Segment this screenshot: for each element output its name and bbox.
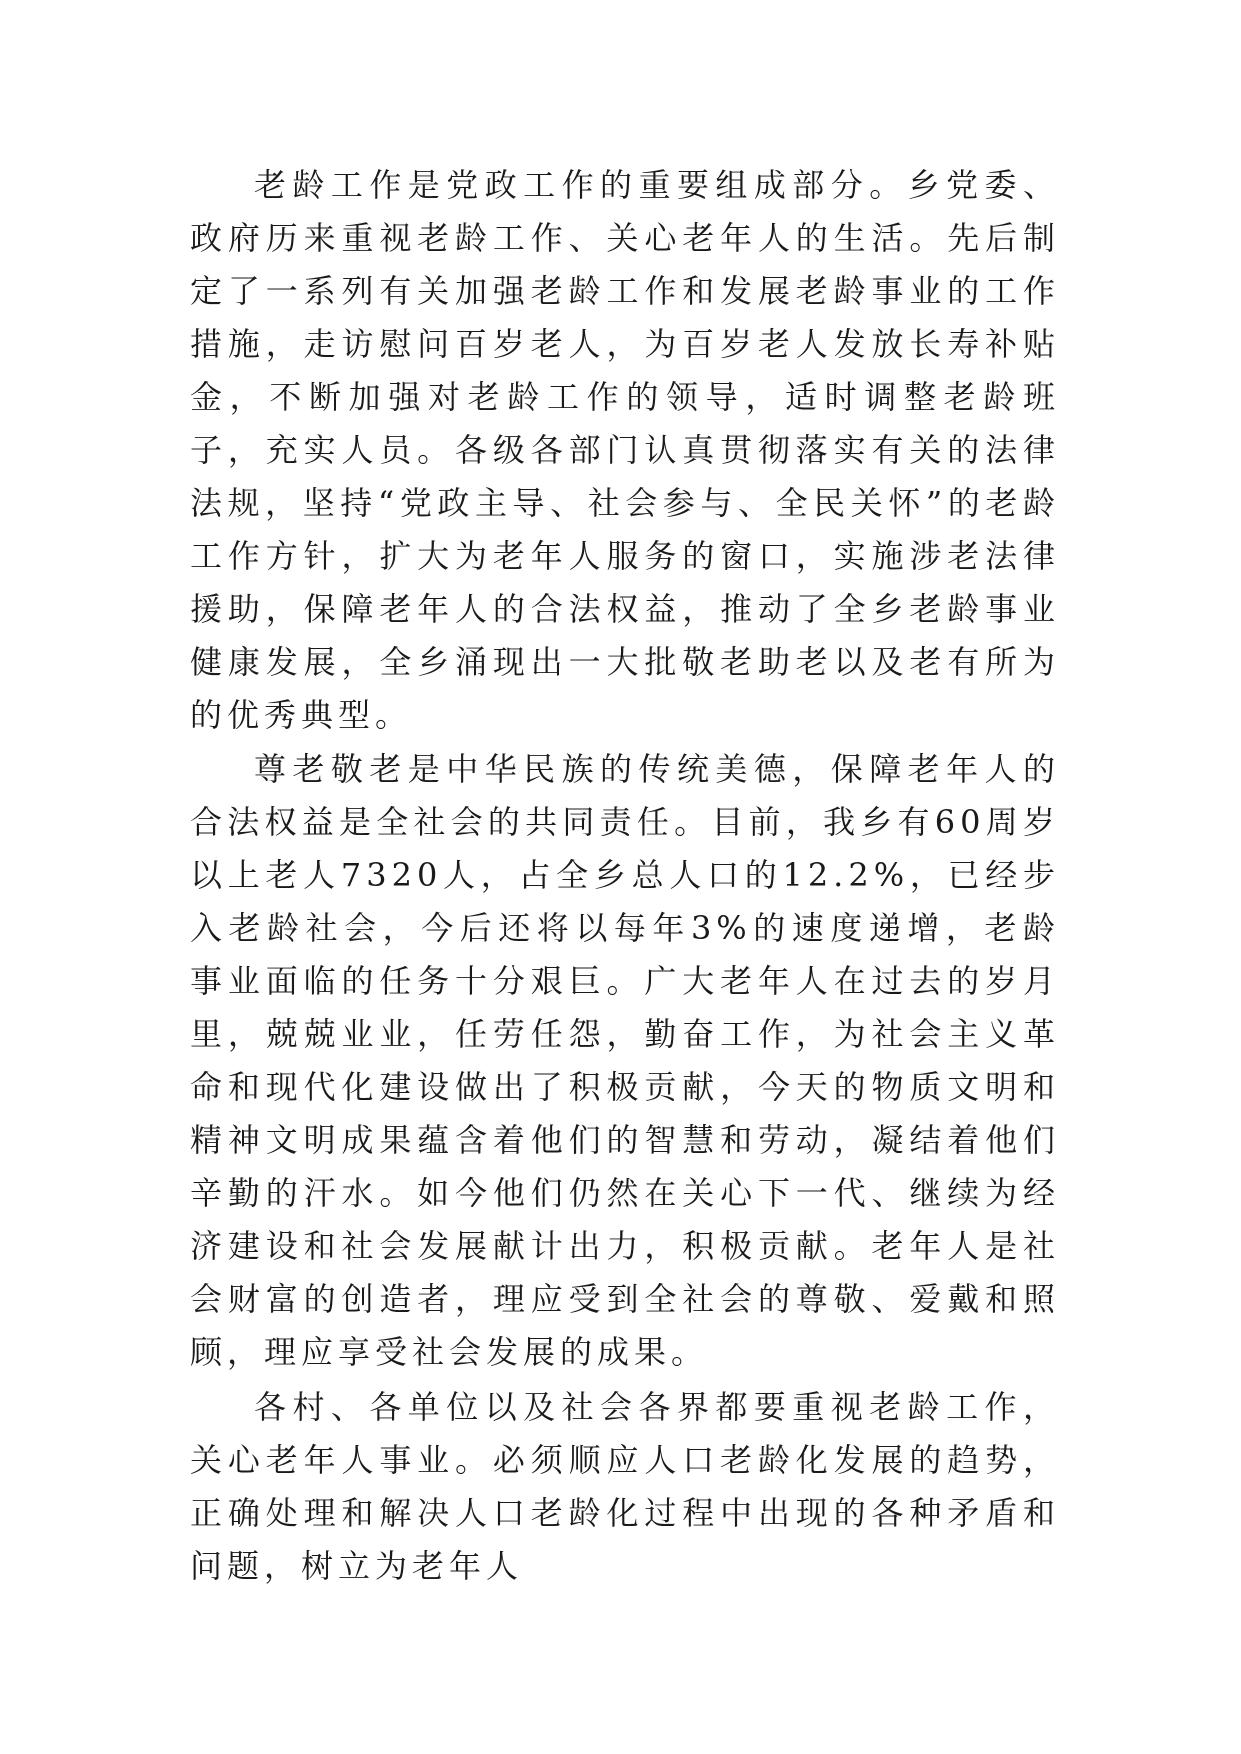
body-paragraph-2-container xyxy=(190,743,1060,1379)
body-paragraph: 各村、各单位以及社会各界都要重视老龄工作，关心老年人事业。必须顺应人口老龄化发展的趋势，正确处理和解决人口老龄化过程中出现的各种矛盾和问题，树立为老年人 xyxy=(190,1388,1060,1585)
body-paragraph: 尊老敬老是中华民族的传统美德，保障老年人的合法权益是全社会的共同责任。目前，我乡有60周岁以上老人7320人，占全乡总人口的12.2%，已经步入老龄社会，今后还将以每年3%的速度递增，老龄事业面临的任务十分艰巨。广大老年人在过去的岁月里，兢兢业业，任劳任怨，勤奋工作，为社会主义革命和现代化建设做出了积极贡献，今天的物质文明和精神文明成果蕴含着他们的智慧和劳动，凝结着他们辛勤的汗水。如今他们仍然在关心下一代、继续为经济建设和社会发展献计出力，积极贡献。老年人是社会财富的创造者，理应受到全社会的尊敬、爱戴和照顾，理应享受社会发展的成果。 xyxy=(190,750,1060,1371)
body-paragraph: 老龄工作是党政工作的重要组成部分。乡党委、政府历来重视老龄工作、关心老年人的生活。先后制定了一系列有关加强老龄工作和发展老龄事业的工作措施，走访慰问百岁老人，为百岁老人发放长寿补贴金，不断加强对老龄工作的领导，适时调整老龄班子，充实人员。各级各部门认真贯彻落实有关的法律法规，坚持“党政主导、社会参与、全民关怀”的老龄工作方针，扩大为老年人服务的窗口，实施涉老法律援助，保障老年人的合法权益，推动了全乡老龄事业健康发展，全乡涌现出一大批敬老助老以及老有所为的优秀典型。 xyxy=(190,166,1060,734)
body-paragraph-3-container xyxy=(190,1381,1060,1593)
body-paragraph-1-container xyxy=(190,159,1060,742)
